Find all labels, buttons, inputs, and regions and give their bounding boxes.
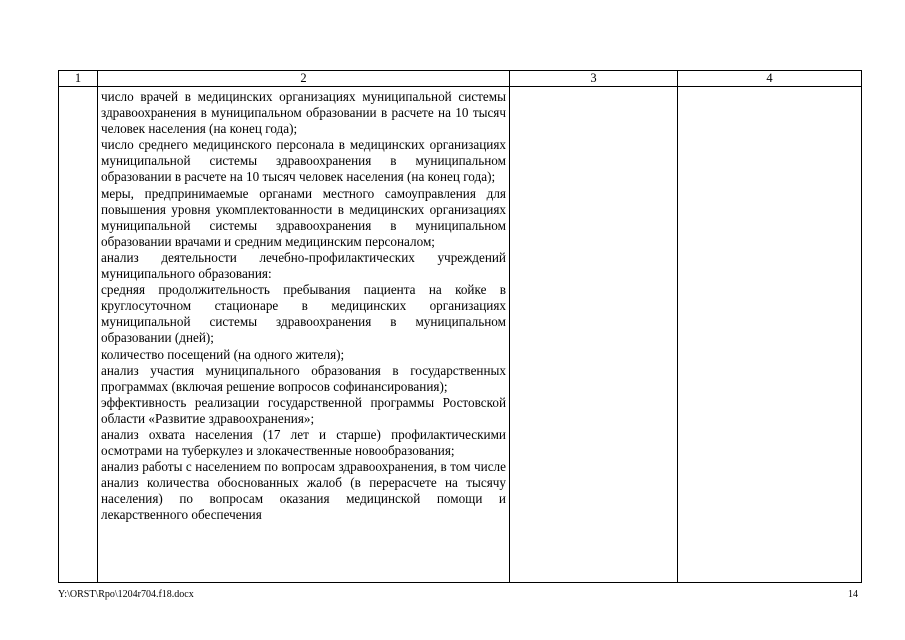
paragraph-bed-stay: средняя продолжительность пребывания пациента на койке в круглосуточном стационаре в медицинских организациях муниципальной системы здравоохранения в муниципальном образовании (дней); [101, 282, 506, 346]
row-cell-col3 [510, 87, 678, 583]
paragraph-state-programs: анализ участия муниципального образования в государственных программах (включая решение вопросов софинансирования); [101, 362, 506, 394]
table-row [59, 87, 862, 583]
paragraph-visits: количество посещений (на одного жителя); [101, 346, 345, 362]
footer-file-path: Y:\ORST\Rpo\1204r704.f18.docx [58, 589, 194, 600]
header-cell-3: 3 [510, 71, 678, 87]
paragraph-institutions-analysis: анализ деятельности лечебно-профилактических учреждений муниципального образования: [101, 249, 506, 282]
paragraph-complaints: анализ работы с населением по вопросам здравоохранения, в том числе анализ количества обоснованных жалоб (в перерасчете на тысячу населения) по вопросам оказания медицинской помощи и лекарственного обеспечения [101, 459, 506, 523]
paragraph-nurses-count: число среднего медицинского персонала в медицинских организациях муниципальной системы здравоохранения в муниципальном образовании в расчете на 10 тысяч человек населения (на конец года); [101, 137, 506, 185]
paragraph-screening: анализ охвата населения (17 лет и старше) профилактическими осмотрами на туберкулез и злокачественные новообразования; [101, 426, 506, 459]
header-cell-2: 2 [98, 71, 510, 87]
paragraph-staffing-measures: меры, предпринимаемые органами местного самоуправления для повышения уровня укомплектованности в медицинских организациях муниципальной системы здравоохранения в муниципальном образовании врачами и средним медицинским персоналом; [101, 185, 506, 249]
header-cell-1: 1 [59, 71, 98, 87]
row-cell-content [98, 87, 510, 583]
row-cell-col4 [678, 87, 862, 583]
row-cell-number [59, 87, 98, 583]
table-header-row [59, 71, 862, 87]
paragraph-program-efficiency: эффективность реализации государственной программы Ростовской области «Развитие здравоохранения»; [101, 394, 506, 426]
header-cell-4: 4 [678, 71, 862, 87]
paragraph-doctors-count: число врачей в медицинских организациях муниципальной системы здравоохранения в муниципальном образовании в расчете на 10 тысяч человек населения (на конец года); [101, 89, 506, 137]
footer-page-number: 14 [848, 589, 858, 600]
document-table [58, 70, 862, 583]
